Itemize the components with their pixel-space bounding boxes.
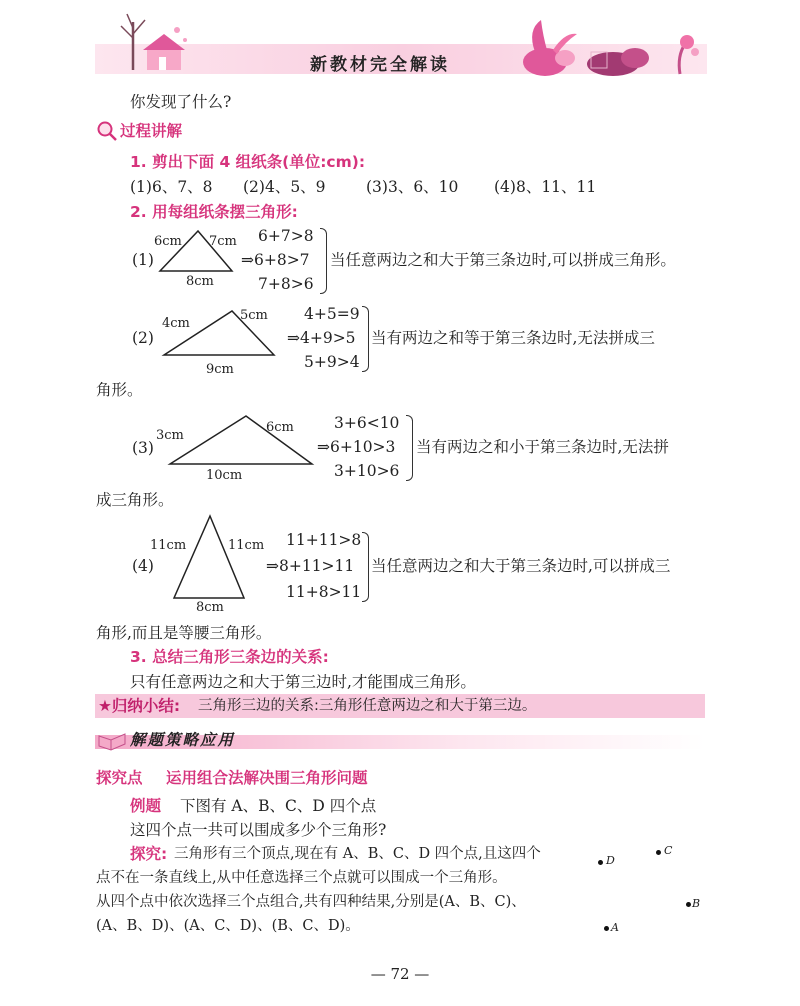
header-title: 新教材完全解读 <box>310 55 450 75</box>
example-text: 下图有 A、B、C、D 四个点 <box>180 797 377 815</box>
case2-ineq-3: 5+9>4 <box>304 353 360 371</box>
case2-base-label: 9cm <box>206 362 234 377</box>
point-c-label: C <box>664 844 673 857</box>
section-title-process: 过程讲解 <box>120 122 183 140</box>
summary-label: ★归纳小结: <box>98 697 181 715</box>
book-icon <box>97 728 127 752</box>
example-question: 这四个点一共可以围成多少个三角形? <box>130 821 387 839</box>
section-title-strategy: 解题策略应用 <box>130 731 236 749</box>
case4-number: (4) <box>132 557 154 575</box>
case4-bracket <box>362 532 369 602</box>
header-decoration <box>95 0 707 98</box>
case1-ineq-1: 6+7>8 <box>258 227 314 245</box>
case3-bracket <box>406 415 413 481</box>
case4-base-label: 8cm <box>196 600 224 615</box>
case3-conclusion-cont: 成三角形。 <box>96 491 174 509</box>
example-label: 例题 <box>130 797 162 815</box>
point-d-label: D <box>606 854 615 867</box>
sprout-icon <box>679 35 699 74</box>
case4-ineq-2: ⇒8+11>11 <box>266 557 355 575</box>
case4-conclusion-cont: 角形,而且是等腰三角形。 <box>96 624 272 642</box>
group-1: (1)6、7、8 <box>130 178 213 196</box>
tree-icon <box>121 14 145 70</box>
case3-base-label: 10cm <box>206 468 243 483</box>
house-icon <box>143 34 185 70</box>
case1-left-label: 6cm <box>154 234 182 249</box>
triangle-case3 <box>160 410 320 468</box>
case2-left-label: 4cm <box>162 316 190 331</box>
case3-ineq-3: 3+10>6 <box>334 462 400 480</box>
topic-label: 探究点 <box>96 769 143 787</box>
step3-heading: 3. 总结三角形三条边的关系: <box>130 648 329 666</box>
case1-ineq-3: 7+8>6 <box>258 275 314 293</box>
case4-ineq-3: 11+8>11 <box>286 583 362 601</box>
point-b-dot <box>686 902 691 907</box>
case2-ineq-2: ⇒4+9>5 <box>287 329 356 347</box>
explore-line-2: 点不在一条直线上,从中任意选择三个点就可以围成一个三角形。 <box>96 870 507 886</box>
explore-label: 探究: <box>130 845 168 863</box>
point-c-dot <box>656 850 661 855</box>
case4-right-label: 11cm <box>228 538 265 553</box>
case3-ineq-2: ⇒6+10>3 <box>317 438 396 456</box>
case3-right-label: 6cm <box>266 420 294 435</box>
bush-icon <box>587 48 649 76</box>
group-3: (3)3、6、10 <box>366 178 459 196</box>
point-b-label: B <box>692 897 701 910</box>
case2-conclusion-cont: 角形。 <box>96 381 143 399</box>
case1-right-label: 7cm <box>209 234 237 249</box>
case4-ineq-1: 11+11>8 <box>286 531 362 549</box>
case3-conclusion: 当有两边之和小于第三条边时,无法拼 <box>416 438 669 456</box>
triangle-case4 <box>170 512 250 604</box>
case4-left-label: 11cm <box>150 538 187 553</box>
case1-ineq-2: ⇒6+8>7 <box>241 251 310 269</box>
case2-right-label: 5cm <box>240 308 268 323</box>
explore-line-3: 从四个点中依次选择三个点组合,共有四种结果,分别是(A、B、C)、 <box>96 894 526 910</box>
step2-heading: 2. 用每组纸条摆三角形: <box>130 203 298 221</box>
triangle-case1 <box>150 225 240 275</box>
group-2: (2)4、5、9 <box>243 178 326 196</box>
case1-conclusion: 当任意两边之和大于第三条边时,可以拼成三角形。 <box>330 251 676 269</box>
case2-conclusion: 当有两边之和等于第三条边时,无法拼成三 <box>371 329 655 347</box>
explore-line-1: 三角形有三个顶点,现在有 A、B、C、D 四个点,且这四个 <box>174 846 541 862</box>
case2-ineq-1: 4+5=9 <box>304 305 360 323</box>
point-a-label: A <box>611 921 619 934</box>
case3-ineq-1: 3+6<10 <box>334 414 400 432</box>
topic-text: 运用组合法解决围三角形问题 <box>166 769 368 787</box>
case1-number: (1) <box>132 251 154 269</box>
summary-text: 三角形三边的关系:三角形任意两边之和大于第三边。 <box>198 698 537 714</box>
magnifier-icon <box>96 120 118 142</box>
point-d-dot <box>598 860 603 865</box>
flower-icon <box>523 20 577 76</box>
page-number: — 72 — <box>370 965 430 983</box>
step1-heading: 1. 剪出下面 4 组纸条(单位:cm): <box>130 153 366 171</box>
step3-text: 只有任意两边之和大于第三边时,才能围成三角形。 <box>130 673 476 691</box>
group-4: (4)8、11、11 <box>494 178 597 196</box>
case3-number: (3) <box>132 439 154 457</box>
intro-question: 你发现了什么? <box>130 93 232 111</box>
point-a-dot <box>604 926 609 931</box>
case2-bracket <box>362 306 369 372</box>
explore-line-4: (A、B、D)、(A、C、D)、(B、C、D)。 <box>96 918 360 934</box>
case2-number: (2) <box>132 329 154 347</box>
case3-left-label: 3cm <box>156 428 184 443</box>
case4-conclusion: 当任意两边之和大于第三条边时,可以拼成三 <box>371 557 671 575</box>
case1-bracket <box>320 228 327 294</box>
case1-base-label: 8cm <box>186 274 214 289</box>
